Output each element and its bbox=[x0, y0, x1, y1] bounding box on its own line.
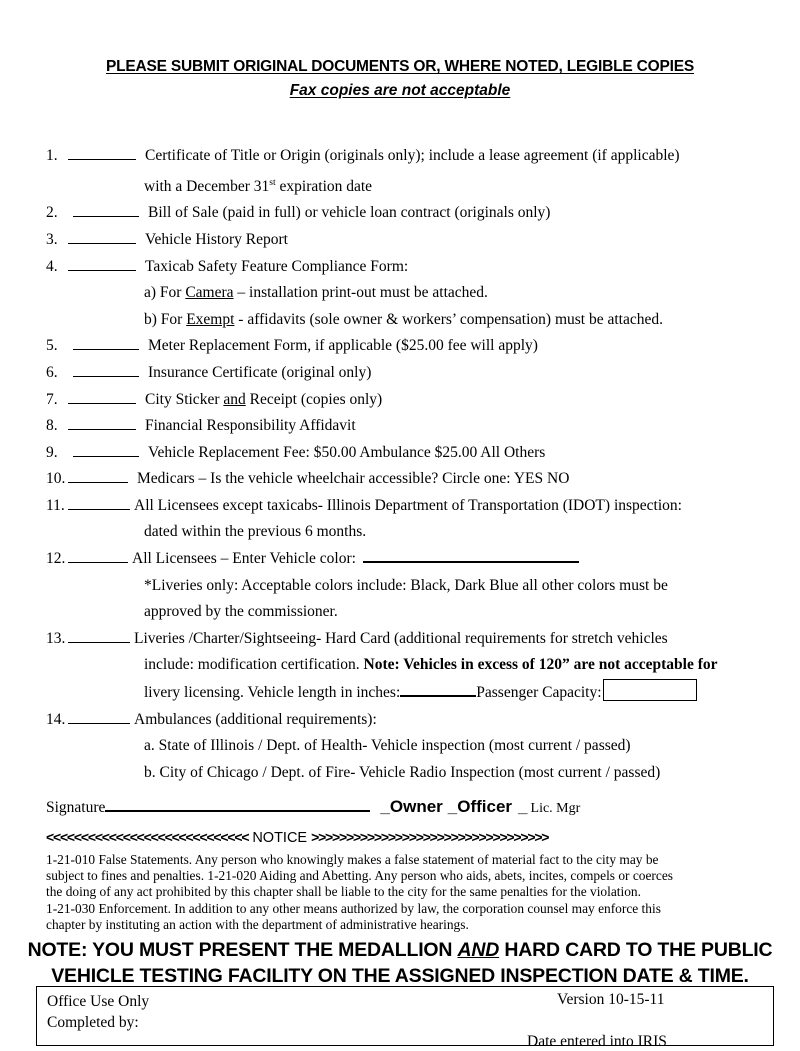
big-note-line1-part-a: NOTE: YOU MUST PRESENT THE MEDALLION bbox=[27, 939, 458, 961]
item-number-6: 6. bbox=[46, 363, 58, 381]
list-item-14a bbox=[46, 733, 758, 760]
list-item-14 bbox=[46, 707, 758, 734]
item-1-text: Certificate of Title or Origin (originals only); include a lease agreement (if applicable) bbox=[145, 147, 680, 164]
date-entered-into-iris-label: Date entered into IRIS bbox=[527, 1033, 667, 1050]
notice-right-arrows: >>>>>>>>>>>>>>>>>>>>>>>>>>>>>>>>>> bbox=[311, 829, 549, 845]
item-number-10: 10. bbox=[46, 470, 66, 488]
item-9-blank-field[interactable] bbox=[73, 442, 139, 457]
item-7-blank-field[interactable] bbox=[68, 389, 136, 404]
list-item-8 bbox=[46, 413, 758, 440]
item-7-underlined-and: and bbox=[223, 390, 246, 408]
item-13-line3-post: Passenger Capacity: bbox=[476, 684, 602, 702]
item-number-3: 3. bbox=[46, 230, 58, 248]
big-note-line-2: VEHICLE TESTING FACILITY ON THE ASSIGNED INSPECTION DATE & TIME. bbox=[51, 965, 749, 987]
item-1-text-line2-pre: with a December 31 bbox=[144, 177, 270, 195]
big-note-line-1 bbox=[0, 937, 800, 963]
item-4-text: Taxicab Safety Feature Compliance Form: bbox=[145, 257, 409, 275]
list-item-4a bbox=[46, 280, 758, 307]
item-13-line2-bold-note: Note: Vehicles in excess of 120” are not acceptable for bbox=[363, 656, 718, 674]
vehicle-length-input[interactable] bbox=[400, 682, 476, 697]
liveries-color-note-line2: approved by the commissioner. bbox=[144, 603, 338, 621]
document-header bbox=[0, 58, 800, 100]
item-11-text-line2: dated within the previous 6 months. bbox=[144, 523, 367, 541]
fine-print-line-5: chapter by instituting an action with the department of administrative hearings. bbox=[46, 916, 469, 932]
item-number-12: 12. bbox=[46, 550, 66, 568]
office-use-only-box bbox=[36, 986, 774, 1050]
item-4-blank-field[interactable] bbox=[68, 256, 136, 271]
item-14-blank-field[interactable] bbox=[68, 709, 130, 724]
big-note-and-emphasis: AND bbox=[457, 939, 500, 961]
legal-fine-print bbox=[46, 852, 752, 933]
item-6-text: Insurance Certificate (original only) bbox=[148, 363, 372, 381]
item-13-line3-pre: livery licensing. Vehicle length in inches: bbox=[144, 684, 401, 702]
owner-checkbox-underscore[interactable]: _ bbox=[380, 797, 390, 816]
item-number-1: 1. bbox=[46, 147, 58, 164]
item-4b-text-pre: b) For bbox=[144, 310, 187, 328]
list-item-14b bbox=[46, 760, 758, 787]
list-item-3 bbox=[46, 227, 758, 254]
officer-checkbox-underscore[interactable]: _ bbox=[447, 797, 458, 816]
big-note-line1-part-b: HARD CARD TO THE PUBLIC bbox=[499, 939, 773, 961]
lic-mgr-label: Lic. Mgr bbox=[530, 801, 581, 816]
item-4a-underlined-camera: Camera bbox=[185, 284, 234, 302]
list-item-1 bbox=[46, 143, 758, 170]
item-14a-text: a. State of Illinois / Dept. of Health- Vehicle inspection (most current / passed) bbox=[144, 737, 631, 755]
licmgr-checkbox-underscore[interactable]: _ bbox=[518, 797, 528, 816]
fine-print-line-2: subject to fines and penalties. 1-21-020 Aiding and Abetting. Any person who aids, abets, incites, compels or coerces bbox=[46, 868, 673, 884]
fine-print-line-4: 1-21-030 Enforcement. In addition to any other means authorized by law, the corporation counsel may enforce this bbox=[46, 900, 661, 916]
list-item-5 bbox=[46, 333, 758, 360]
office-use-left-block bbox=[47, 991, 149, 1033]
item-number-8: 8. bbox=[46, 417, 58, 435]
fine-print-line-3: the doing of any act prohibited by this chapter shall be liable to the city for the same penalties for the violation. bbox=[46, 884, 641, 900]
item-4a-text-post: – installation print-out must be attached. bbox=[233, 284, 488, 302]
notice-left-arrows: <<<<<<<<<<<<<<<<<<<<<<<<<<<<< bbox=[46, 829, 249, 845]
item-13-line2-pre: include: modification certification. bbox=[144, 656, 364, 674]
item-13-text: Liveries /Charter/Sightseeing- Hard Card (additional requirements for stretch vehicles bbox=[134, 629, 668, 647]
item-number-9: 9. bbox=[46, 443, 58, 461]
passenger-capacity-input[interactable] bbox=[603, 679, 697, 701]
office-use-only-label: Office Use Only bbox=[47, 993, 150, 1010]
item-2-blank-field[interactable] bbox=[73, 202, 139, 217]
item-2-text: Bill of Sale (paid in full) or vehicle loan contract (originals only) bbox=[148, 204, 551, 222]
list-item-1-cont bbox=[46, 170, 758, 201]
signature-label: Signature bbox=[46, 799, 106, 816]
item-3-text: Vehicle History Report bbox=[145, 230, 288, 248]
requirements-list bbox=[46, 143, 758, 786]
item-8-text: Financial Responsibility Affidavit bbox=[145, 417, 356, 435]
list-item-10 bbox=[46, 466, 758, 493]
item-5-text: Meter Replacement Form, if applicable ($25.00 fee will apply) bbox=[148, 337, 538, 355]
list-item-12-note-b bbox=[46, 599, 758, 626]
item-number-4: 4. bbox=[46, 257, 58, 275]
medallion-hard-card-note bbox=[0, 937, 800, 989]
list-item-11 bbox=[46, 493, 758, 520]
owner-label: Owner bbox=[389, 797, 443, 816]
completed-by-label: Completed by: bbox=[47, 1014, 139, 1031]
item-number-5: 5. bbox=[46, 337, 58, 355]
item-7-text-pre: City Sticker bbox=[145, 390, 224, 408]
item-9-text: Vehicle Replacement Fee: $50.00 Ambulance $25.00 All Others bbox=[148, 443, 546, 461]
item-4a-text-pre: a) For bbox=[144, 284, 186, 302]
item-1-ordinal-suffix: st bbox=[269, 176, 276, 188]
header-title-line2: Fax copies are not acceptable bbox=[289, 82, 511, 99]
item-14b-text: b. City of Chicago / Dept. of Fire- Vehicle Radio Inspection (most current / passed) bbox=[144, 763, 661, 781]
item-4b-text-post: - affidavits (sole owner & workers’ compensation) must be attached. bbox=[234, 310, 663, 328]
list-item-13-cont1 bbox=[46, 652, 758, 679]
list-item-11-cont bbox=[46, 519, 758, 546]
list-item-4 bbox=[46, 254, 758, 281]
list-item-12 bbox=[46, 546, 758, 573]
item-12-blank-field[interactable] bbox=[68, 548, 128, 563]
item-number-2: 2. bbox=[46, 204, 58, 222]
signature-input[interactable] bbox=[105, 797, 370, 812]
item-12-text: All Licensees – Enter Vehicle color: bbox=[132, 550, 356, 568]
item-5-blank-field[interactable] bbox=[73, 335, 139, 350]
item-10-text: Medicars – Is the vehicle wheelchair accessible? Circle one: YES NO bbox=[137, 470, 570, 488]
notice-label: NOTICE bbox=[252, 830, 308, 846]
item-11-text: All Licensees except taxicabs- Illinois Department of Transportation (IDOT) inspection: bbox=[134, 496, 682, 514]
item-4b-underlined-exempt: Exempt bbox=[186, 310, 235, 328]
item-10-blank-field[interactable] bbox=[68, 468, 128, 483]
item-6-blank-field[interactable] bbox=[73, 362, 139, 377]
item-13-blank-field[interactable] bbox=[68, 628, 130, 643]
item-14-text: Ambulances (additional requirements): bbox=[134, 710, 377, 728]
list-item-13-cont2 bbox=[46, 679, 758, 707]
item-1-blank-field[interactable] bbox=[68, 145, 136, 160]
list-item-12-note-a bbox=[46, 573, 758, 600]
item-number-11: 11. bbox=[46, 496, 65, 514]
item-1-text-line2-post: expiration date bbox=[275, 177, 373, 195]
version-label: Version 10-15-11 bbox=[557, 991, 665, 1008]
list-item-2 bbox=[46, 200, 758, 227]
liveries-color-note-line1: *Liveries only: Acceptable colors include: Black, Dark Blue all other colors must be bbox=[144, 576, 668, 594]
officer-label: Officer bbox=[457, 797, 513, 816]
list-item-13 bbox=[46, 626, 758, 653]
item-number-14: 14. bbox=[46, 710, 66, 728]
item-number-13: 13. bbox=[46, 629, 66, 647]
fine-print-line-1: 1-21-010 False Statements. Any person who knowingly makes a false statement of material fact to the city may be bbox=[46, 852, 659, 867]
item-8-blank-field[interactable] bbox=[68, 415, 136, 430]
list-item-7 bbox=[46, 387, 758, 414]
item-11-blank-field[interactable] bbox=[68, 495, 130, 510]
header-title-line1: PLEASE SUBMIT ORIGINAL DOCUMENTS OR, WHERE NOTED, LEGIBLE COPIES bbox=[105, 58, 694, 75]
notice-divider bbox=[46, 829, 758, 846]
list-item-4b bbox=[46, 307, 758, 334]
item-7-text-post: Receipt (copies only) bbox=[245, 390, 383, 408]
signature-row bbox=[46, 797, 758, 817]
item-3-blank-field[interactable] bbox=[68, 229, 136, 244]
vehicle-color-input[interactable] bbox=[363, 548, 579, 563]
list-item-9 bbox=[46, 440, 758, 467]
item-number-7: 7. bbox=[46, 390, 58, 408]
list-item-6 bbox=[46, 360, 758, 387]
